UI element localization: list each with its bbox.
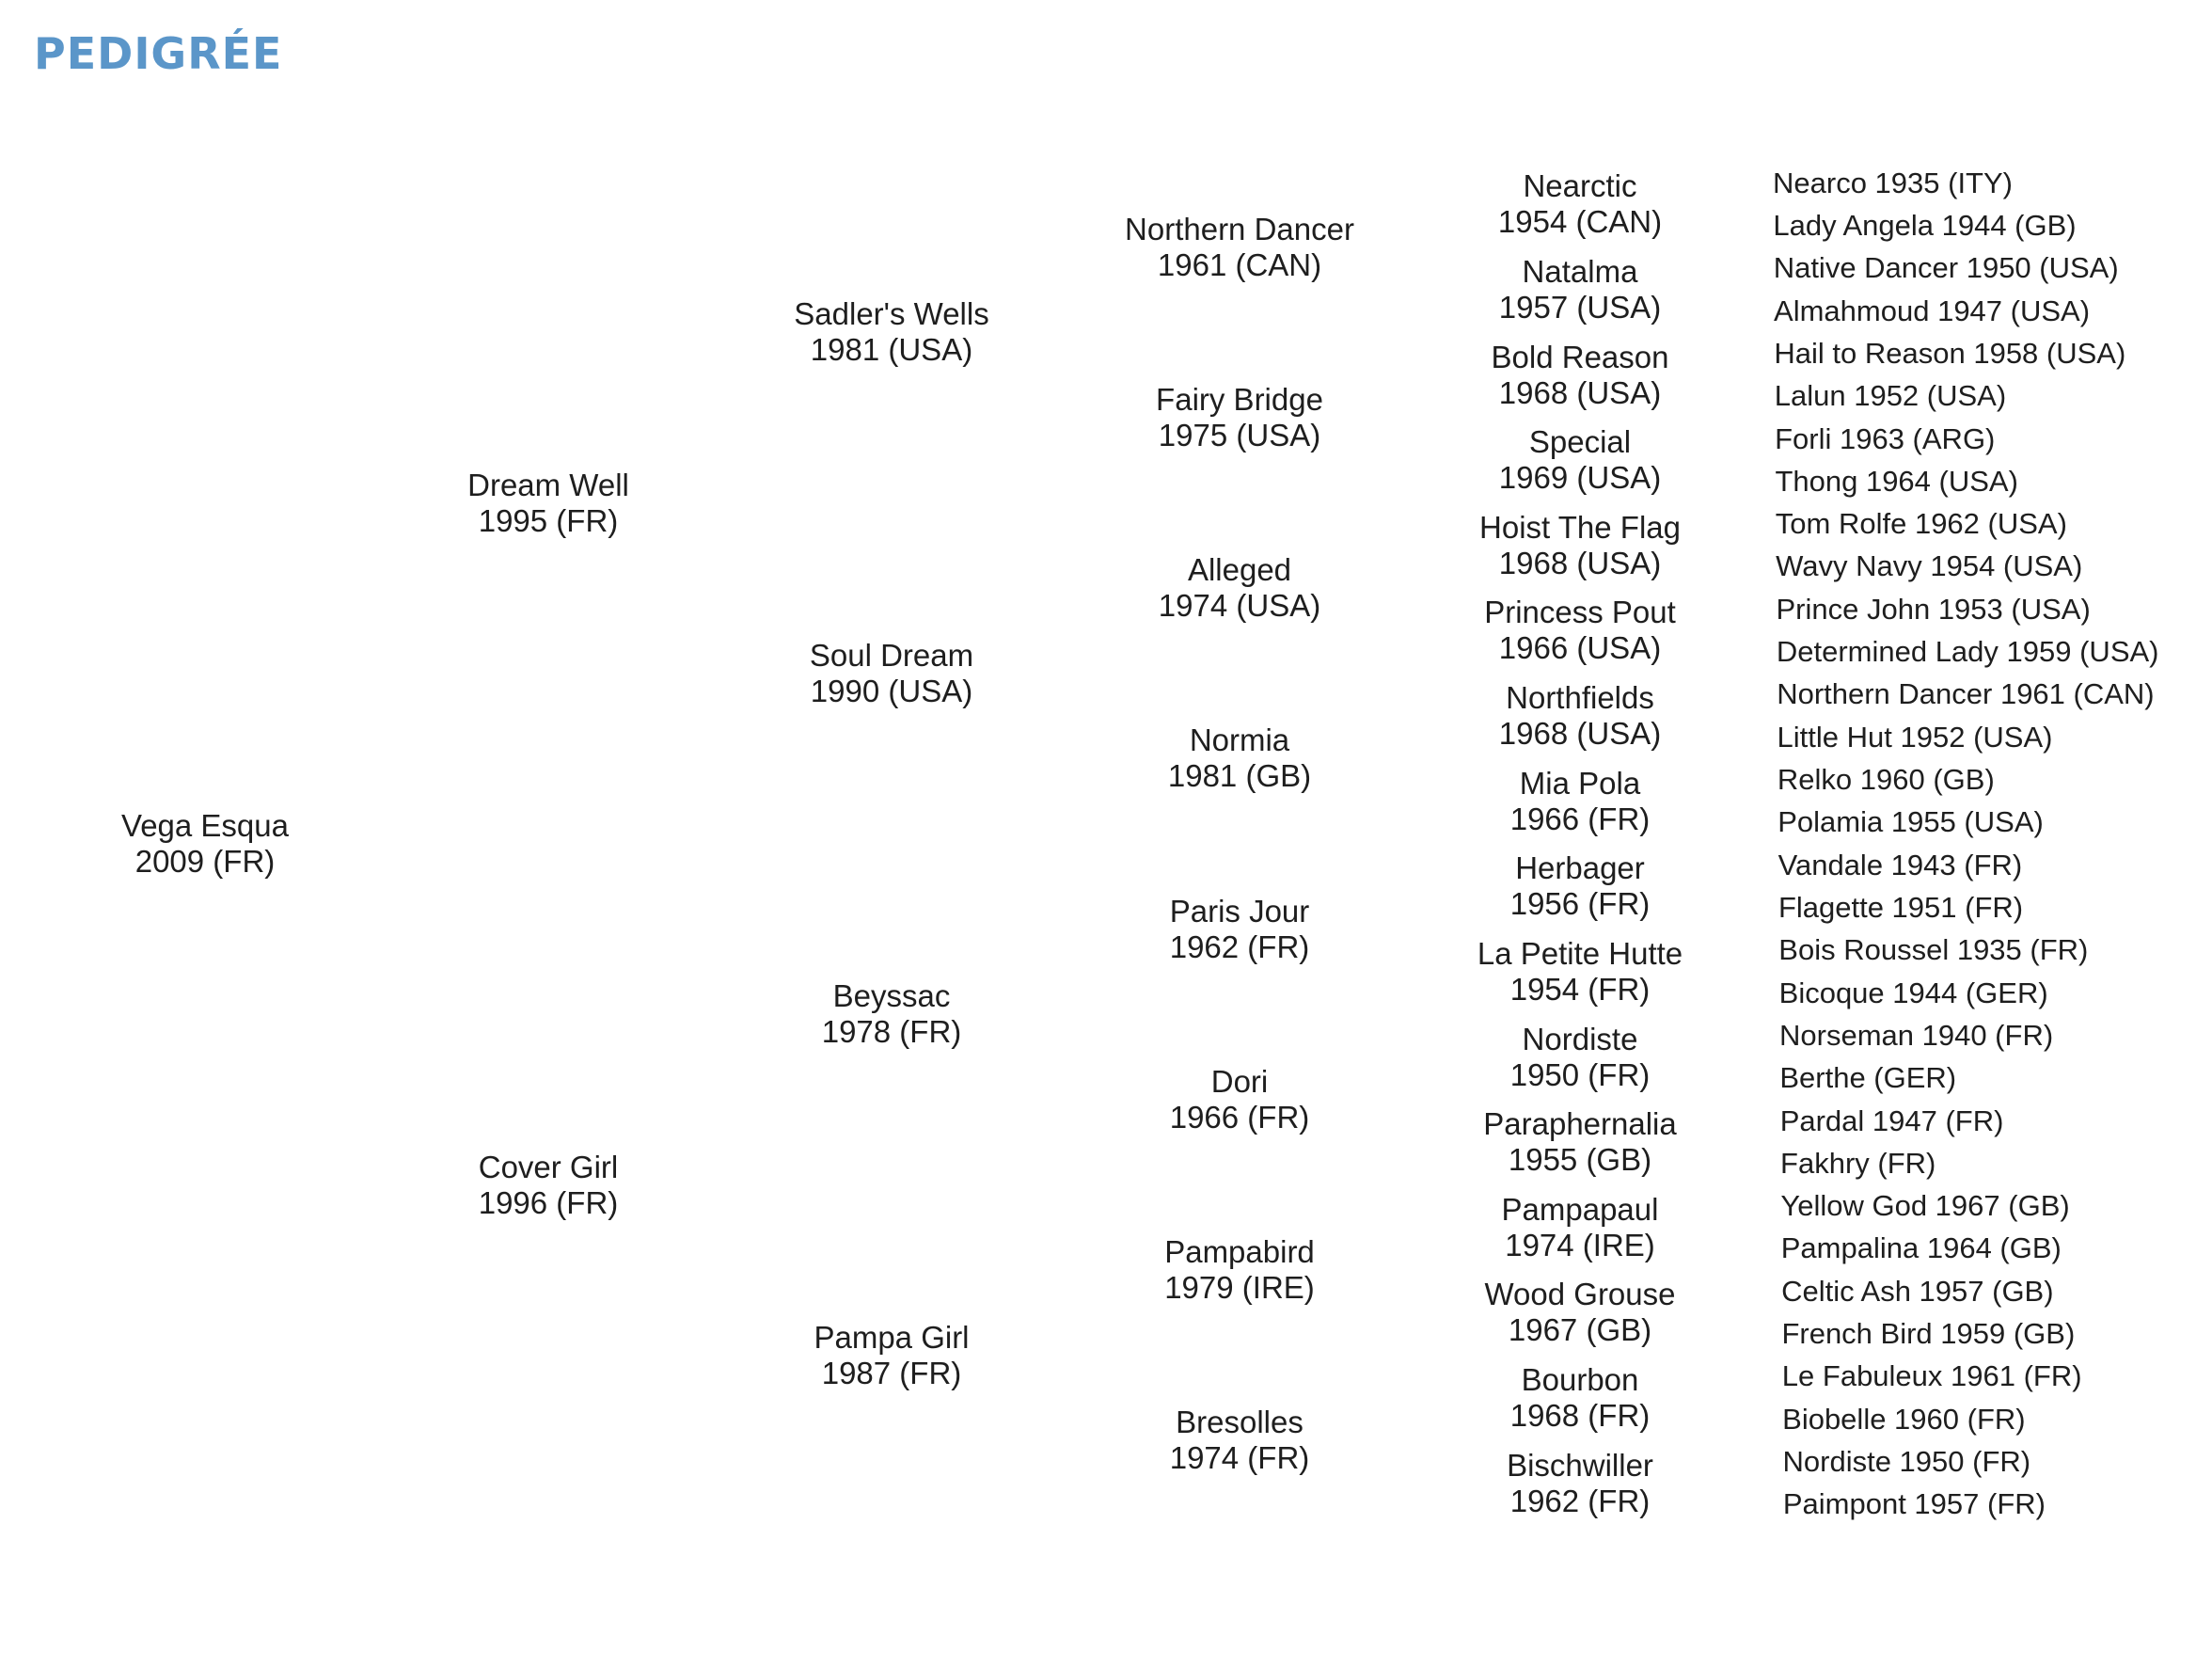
horse-name: La Petite Hutte bbox=[1477, 935, 1683, 971]
gg-grandparent-entry bbox=[1499, 680, 1661, 752]
horse-year-country: 1968 (FR) bbox=[1509, 1398, 1651, 1434]
sire-dam-entry bbox=[467, 468, 629, 539]
ggg-grandparent-entry: Relko 1960 (GB) bbox=[1777, 763, 1995, 797]
horse-name: Mia Pola bbox=[1519, 765, 1641, 801]
horse-year-country: 1961 (CAN) bbox=[1157, 246, 1322, 282]
horse-name: Pampabird bbox=[1164, 1234, 1315, 1270]
horse-year-country: 1975 (USA) bbox=[1158, 417, 1321, 452]
ggg-grandparent-entry: French Bird 1959 (GB) bbox=[1781, 1317, 2076, 1351]
horse-name: Beyssac bbox=[832, 978, 951, 1014]
horse-year-country: 1954 (FR) bbox=[1509, 971, 1651, 1007]
gg-grandparent-entry bbox=[1483, 1106, 1676, 1178]
horse-name: Alleged bbox=[1187, 552, 1292, 588]
ggg-grandparent-entry: Determined Lady 1959 (USA) bbox=[1776, 635, 2159, 669]
horse-name: Special bbox=[1528, 424, 1632, 460]
horse-name: Wood Grouse bbox=[1484, 1277, 1676, 1312]
gg-grandparent-entry bbox=[1499, 254, 1661, 325]
great-grandparent-entry bbox=[1170, 1405, 1310, 1476]
horse-year-country: 1974 (USA) bbox=[1158, 588, 1321, 624]
ggg-grandparent-entry: Bois Roussel 1935 (FR) bbox=[1778, 933, 2089, 967]
ggg-grandparent-entry: Hail to Reason 1958 (USA) bbox=[1774, 336, 2126, 370]
ggg-grandparent-entry: Nearco 1935 (ITY) bbox=[1773, 166, 2013, 199]
ggg-grandparent-entry: Wavy Navy 1954 (USA) bbox=[1776, 549, 2083, 583]
ggg-grandparent-entry: Native Dancer 1950 (USA) bbox=[1773, 251, 2119, 285]
horse-year-country: 1969 (USA) bbox=[1498, 460, 1662, 496]
ggg-grandparent-entry: Berthe (GER) bbox=[1779, 1061, 1957, 1095]
ggg-grandparent-entry: Biobelle 1960 (FR) bbox=[1782, 1402, 2026, 1436]
horse-name: Bold Reason bbox=[1491, 339, 1669, 374]
horse-year-country: 1987 (FR) bbox=[821, 1355, 962, 1390]
gg-grandparent-entry bbox=[1479, 510, 1681, 581]
grandparent-entry bbox=[822, 978, 962, 1050]
gg-grandparent-entry bbox=[1510, 1022, 1651, 1093]
ggg-grandparent-entry: Vandale 1943 (FR) bbox=[1778, 848, 2023, 881]
horse-name: Cover Girl bbox=[478, 1149, 619, 1184]
ggg-grandparent-entry: Bicoque 1944 (GER) bbox=[1778, 976, 2048, 1009]
horse-year-country: 1955 (GB) bbox=[1508, 1142, 1652, 1178]
gg-grandparent-entry bbox=[1498, 168, 1662, 240]
horse-name: Herbager bbox=[1515, 850, 1645, 886]
sire-dam-entry bbox=[479, 1150, 619, 1221]
horse-year-country: 1956 (FR) bbox=[1509, 886, 1651, 922]
horse-name: Paris Jour bbox=[1169, 893, 1310, 929]
gg-grandparent-entry bbox=[1510, 766, 1651, 837]
grandparent-entry bbox=[810, 638, 973, 709]
gg-grandparent-entry bbox=[1485, 1277, 1676, 1348]
ggg-grandparent-entry: Flagette 1951 (FR) bbox=[1778, 890, 2024, 924]
ggg-grandparent-entry: Prince John 1953 (USA) bbox=[1776, 592, 2091, 626]
horse-name: Dream Well bbox=[467, 467, 629, 502]
horse-name: Soul Dream bbox=[809, 637, 974, 673]
gg-grandparent-entry bbox=[1484, 595, 1676, 666]
ggg-grandparent-entry: Pampalina 1964 (GB) bbox=[1780, 1231, 2062, 1265]
horse-name: Nearctic bbox=[1523, 168, 1637, 204]
ggg-grandparent-entry: Thong 1964 (USA) bbox=[1775, 464, 2018, 498]
horse-name: Pampapaul bbox=[1501, 1191, 1659, 1227]
horse-name: Northfields bbox=[1506, 680, 1654, 716]
ggg-grandparent-entry: Northern Dancer 1961 (CAN) bbox=[1777, 677, 2155, 711]
ggg-grandparent-entry: Celtic Ash 1957 (GB) bbox=[1781, 1274, 2054, 1308]
horse-year-country: 1957 (USA) bbox=[1498, 289, 1662, 325]
great-grandparent-entry bbox=[1168, 722, 1311, 794]
ggg-grandparent-entry: Le Fabuleux 1961 (FR) bbox=[1781, 1359, 2082, 1393]
horse-name: Vega Esqua bbox=[121, 808, 289, 843]
horse-year-country: 1990 (USA) bbox=[810, 673, 973, 708]
ggg-grandparent-entry: Yellow God 1967 (GB) bbox=[1780, 1189, 2070, 1223]
horse-name: Northern Dancer bbox=[1125, 211, 1354, 246]
ggg-grandparent-entry: Paimpont 1957 (FR) bbox=[1782, 1487, 2046, 1521]
horse-name: Fairy Bridge bbox=[1156, 381, 1323, 417]
gg-grandparent-entry bbox=[1499, 424, 1661, 496]
horse-year-country: 1996 (FR) bbox=[478, 1184, 619, 1220]
gg-grandparent-entry bbox=[1477, 936, 1683, 1008]
subject-horse-entry bbox=[121, 808, 289, 880]
ggg-grandparent-entry: Norseman 1940 (FR) bbox=[1779, 1018, 2054, 1052]
horse-name: Hoist The Flag bbox=[1479, 509, 1681, 545]
horse-year-country: 1966 (FR) bbox=[1169, 1099, 1310, 1135]
horse-name: Princess Pout bbox=[1484, 595, 1676, 630]
great-grandparent-entry bbox=[1156, 382, 1323, 453]
horse-year-country: 1995 (FR) bbox=[478, 502, 619, 538]
horse-name: Paraphernalia bbox=[1483, 1106, 1677, 1142]
horse-year-country: 1950 (FR) bbox=[1509, 1056, 1651, 1092]
gg-grandparent-entry bbox=[1507, 1448, 1653, 1519]
page-title: PEDIGRÉE bbox=[34, 28, 283, 79]
gg-grandparent-entry bbox=[1510, 850, 1651, 922]
gg-grandparent-entry bbox=[1492, 340, 1669, 411]
ggg-grandparent-entry: Forli 1963 (ARG) bbox=[1775, 421, 1996, 455]
horse-name: Bresolles bbox=[1176, 1405, 1304, 1440]
great-grandparent-entry bbox=[1125, 212, 1354, 283]
horse-year-country: 1967 (GB) bbox=[1508, 1312, 1652, 1348]
ggg-grandparent-entry: Pardal 1947 (FR) bbox=[1779, 1103, 2004, 1137]
horse-year-country: 1962 (FR) bbox=[1169, 929, 1310, 964]
horse-name: Natalma bbox=[1522, 253, 1638, 289]
great-grandparent-entry bbox=[1159, 552, 1320, 624]
ggg-grandparent-entry: Almahmoud 1947 (USA) bbox=[1774, 294, 2091, 327]
horse-year-country: 1968 (USA) bbox=[1498, 374, 1662, 410]
great-grandparent-entry bbox=[1170, 894, 1310, 965]
ggg-grandparent-entry: Tom Rolfe 1962 (USA) bbox=[1775, 507, 2067, 541]
horse-name: Nordiste bbox=[1522, 1021, 1638, 1056]
ggg-grandparent-entry: Lalun 1952 (USA) bbox=[1774, 379, 2007, 413]
horse-year-country: 2009 (FR) bbox=[134, 844, 276, 879]
gg-grandparent-entry bbox=[1502, 1192, 1659, 1263]
ggg-grandparent-entry: Fakhry (FR) bbox=[1780, 1146, 1936, 1180]
horse-year-country: 1966 (USA) bbox=[1498, 630, 1662, 666]
horse-year-country: 1981 (USA) bbox=[810, 332, 973, 368]
ggg-grandparent-entry: Little Hut 1952 (USA) bbox=[1777, 720, 2053, 754]
horse-year-country: 1981 (GB) bbox=[1167, 758, 1312, 794]
horse-name: Sadler's Wells bbox=[794, 296, 989, 332]
horse-year-country: 1966 (FR) bbox=[1509, 801, 1651, 836]
great-grandparent-entry bbox=[1164, 1234, 1315, 1306]
ggg-grandparent-entry: Lady Angela 1944 (GB) bbox=[1773, 208, 2077, 242]
horse-name: Normia bbox=[1189, 722, 1290, 758]
horse-year-country: 1962 (FR) bbox=[1509, 1483, 1651, 1518]
horse-year-country: 1978 (FR) bbox=[821, 1014, 962, 1050]
horse-name: Dori bbox=[1210, 1063, 1269, 1099]
horse-year-country: 1979 (IRE) bbox=[1164, 1270, 1315, 1306]
gg-grandparent-entry bbox=[1510, 1362, 1651, 1434]
horse-year-country: 1974 (FR) bbox=[1169, 1440, 1310, 1476]
horse-year-country: 1968 (USA) bbox=[1498, 545, 1662, 580]
grandparent-entry bbox=[814, 1320, 969, 1391]
horse-year-country: 1954 (CAN) bbox=[1497, 204, 1663, 240]
horse-year-country: 1974 (IRE) bbox=[1505, 1227, 1655, 1262]
grandparent-entry bbox=[794, 296, 988, 368]
horse-name: Bischwiller bbox=[1507, 1447, 1653, 1483]
horse-name: Bourbon bbox=[1521, 1362, 1639, 1398]
horse-name: Pampa Girl bbox=[814, 1319, 970, 1355]
horse-year-country: 1968 (USA) bbox=[1498, 716, 1662, 752]
ggg-grandparent-entry: Polamia 1955 (USA) bbox=[1778, 805, 2044, 839]
ggg-grandparent-entry: Nordiste 1950 (FR) bbox=[1782, 1445, 2031, 1479]
great-grandparent-entry bbox=[1170, 1064, 1310, 1135]
